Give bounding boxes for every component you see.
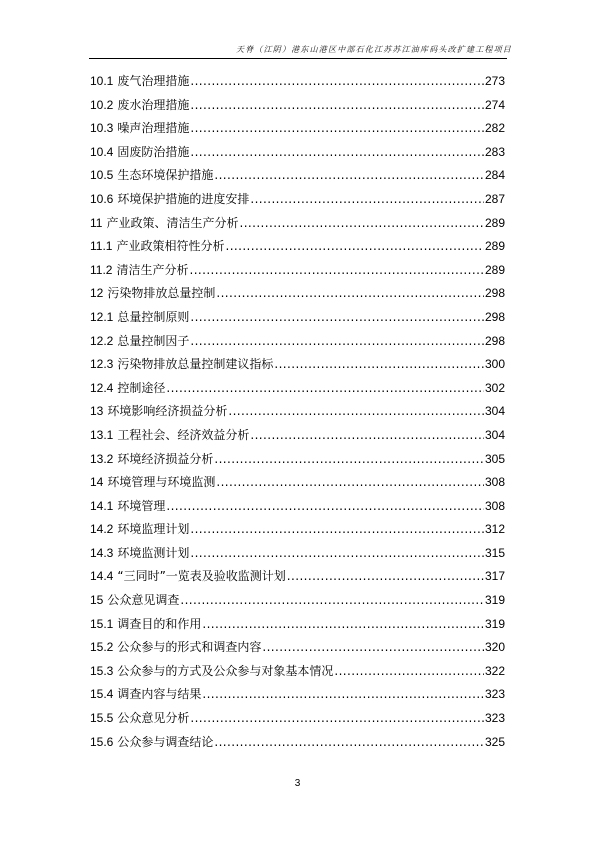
toc-dot-leader	[190, 330, 484, 354]
toc-entry-number: 15.3	[90, 663, 114, 678]
table-of-contents	[90, 70, 505, 754]
toc-entry[interactable]	[90, 495, 505, 519]
toc-entry-page: 283	[484, 144, 505, 159]
toc-dot-leader	[202, 613, 484, 637]
toc-entry-title: 生态环境保护措施	[117, 168, 214, 183]
toc-dot-leader	[190, 94, 484, 118]
toc-entry[interactable]	[90, 660, 505, 684]
toc-entry[interactable]	[90, 282, 505, 306]
toc-entry-page: 284	[484, 168, 505, 183]
toc-entry-page: 304	[484, 427, 505, 442]
toc-entry-number: 10.2	[90, 97, 114, 112]
toc-entry-number: 10.6	[90, 191, 114, 206]
toc-entry-number: 15	[90, 593, 104, 608]
toc-dot-leader	[190, 542, 484, 566]
toc-entry-title: 调查目的和作用	[117, 616, 202, 631]
toc-entry-page: 320	[484, 640, 505, 655]
toc-entry[interactable]	[90, 188, 505, 212]
toc-dot-leader	[190, 707, 484, 731]
toc-dot-leader	[274, 353, 484, 377]
toc-entry-title: 环境管理	[117, 498, 166, 513]
toc-dot-leader	[225, 235, 483, 259]
toc-entry[interactable]	[90, 731, 505, 755]
toc-dot-leader	[214, 731, 484, 755]
toc-entry-page: 298	[484, 309, 505, 324]
toc-entry-number: 12.2	[90, 333, 114, 348]
toc-entry-title: 废水治理措施	[117, 97, 190, 112]
toc-entry[interactable]	[90, 589, 505, 613]
toc-dot-leader	[190, 518, 484, 542]
toc-entry-number: 11.2	[90, 262, 113, 277]
toc-entry-title: 清洁生产分析	[116, 262, 189, 277]
toc-entry-number: 11	[90, 215, 103, 230]
toc-entry-number: 15.2	[90, 640, 114, 655]
toc-entry-number: 13	[90, 404, 104, 419]
toc-entry[interactable]	[90, 164, 505, 188]
toc-entry-title: 废气治理措施	[117, 74, 190, 88]
toc-entry[interactable]	[90, 353, 505, 377]
toc-entry[interactable]	[90, 448, 505, 472]
toc-entry[interactable]	[90, 70, 505, 94]
toc-entry-number: 10.3	[90, 121, 114, 136]
toc-entry-number: 12	[90, 286, 104, 301]
toc-entry-title: 固废防治措施	[117, 144, 190, 159]
toc-entry-title: 环境保护措施的进度安排	[117, 191, 250, 206]
toc-dot-leader	[214, 164, 484, 188]
toc-entry-number: 14.1	[90, 498, 114, 513]
toc-entry-number: 12.4	[90, 380, 114, 395]
toc-entry-title: “三同时”一览表及验收监测计划	[117, 569, 286, 584]
toc-entry[interactable]	[90, 636, 505, 660]
toc-entry-title: 环境监测计划	[117, 545, 190, 560]
toc-dot-leader	[166, 377, 484, 401]
toc-entry-number: 14.4	[90, 569, 114, 584]
toc-entry-number: 14.2	[90, 522, 114, 537]
toc-dot-leader	[190, 117, 484, 141]
toc-entry-page: 322	[484, 663, 505, 678]
toc-dot-leader	[216, 471, 484, 495]
toc-entry-page: 287	[484, 191, 505, 206]
toc-entry[interactable]	[90, 212, 505, 236]
toc-entry-title: 环境监理计划	[117, 522, 190, 537]
toc-entry-page: 323	[484, 711, 505, 726]
toc-entry[interactable]	[90, 542, 505, 566]
toc-dot-leader	[262, 636, 484, 660]
toc-entry-number: 14.3	[90, 545, 114, 560]
toc-entry-page: 319	[484, 616, 505, 631]
toc-entry-number: 15.6	[90, 734, 114, 749]
toc-entry-title: 总量控制原则	[117, 309, 190, 324]
toc-entry-page: 323	[484, 687, 505, 702]
toc-entry-title: 公众参与的形式和调查内容	[117, 640, 262, 655]
toc-entry-title: 工程社会、经济效益分析	[117, 427, 250, 442]
page-number: 3	[294, 778, 301, 789]
toc-entry-title: 噪声治理措施	[117, 121, 190, 136]
toc-entry-title: 污染物排放总量控制	[107, 286, 216, 301]
toc-dot-leader	[189, 259, 483, 283]
running-header: 天脊（江阴）港东山港区中部石化江苏苏江油库码头改扩建工程项目	[236, 45, 512, 54]
toc-entry-page: 302	[484, 380, 505, 395]
toc-entry-title: 环境经济损益分析	[117, 451, 214, 466]
toc-dot-leader	[239, 212, 483, 236]
toc-entry-title: 调查内容与结果	[117, 687, 202, 702]
toc-entry[interactable]	[90, 330, 505, 354]
toc-entry-number: 15.5	[90, 711, 114, 726]
toc-entry-title: 公众意见调查	[107, 593, 180, 608]
toc-entry[interactable]	[90, 306, 505, 330]
toc-entry-page: 312	[484, 522, 505, 537]
toc-dot-leader	[214, 448, 484, 472]
header-rule	[89, 58, 507, 59]
toc-entry-title: 产业政策、清洁生产分析	[106, 215, 239, 230]
toc-dot-leader	[190, 306, 484, 330]
toc-entry-page: 325	[484, 734, 505, 749]
toc-dot-leader	[190, 70, 484, 94]
toc-entry-page: 273	[484, 74, 505, 88]
toc-entry-page: 289	[484, 262, 505, 277]
toc-entry[interactable]	[90, 141, 505, 165]
toc-entry-page: 298	[484, 333, 505, 348]
toc-entry-page: 305	[484, 451, 505, 466]
toc-entry-number: 15.4	[90, 687, 114, 702]
toc-entry-title: 环境影响经济损益分析	[107, 404, 228, 419]
toc-entry-title: 控制途径	[117, 380, 166, 395]
toc-entry-page: 308	[484, 475, 505, 490]
toc-entry-number: 14	[90, 475, 104, 490]
toc-dot-leader	[202, 683, 484, 707]
toc-dot-leader	[287, 565, 484, 589]
toc-entry[interactable]	[90, 683, 505, 707]
toc-entry-title: 总量控制因子	[117, 333, 190, 348]
toc-entry-page: 319	[484, 593, 505, 608]
toc-entry[interactable]	[90, 235, 505, 259]
toc-dot-leader	[334, 660, 484, 684]
toc-entry[interactable]	[90, 259, 505, 283]
toc-entry-page: 308	[484, 498, 505, 513]
toc-dot-leader	[180, 589, 484, 613]
toc-entry-title: 公众参与调查结论	[117, 734, 214, 749]
toc-entry-page: 282	[484, 121, 505, 136]
toc-entry-number: 10.4	[90, 144, 114, 159]
toc-entry[interactable]	[90, 707, 505, 731]
toc-entry-page: 300	[484, 357, 505, 372]
toc-entry[interactable]	[90, 518, 505, 542]
toc-entry-page: 315	[484, 545, 505, 560]
toc-entry[interactable]	[90, 94, 505, 118]
toc-entry-title: 公众参与的方式及公众参与对象基本情况	[117, 663, 334, 678]
toc-dot-leader	[250, 424, 484, 448]
toc-entry[interactable]	[90, 117, 505, 141]
toc-entry-page: 317	[484, 569, 505, 584]
toc-entry[interactable]	[90, 377, 505, 401]
toc-entry-number: 15.1	[90, 616, 114, 631]
toc-entry-number: 13.1	[90, 427, 114, 442]
toc-entry[interactable]	[90, 565, 505, 589]
toc-entry[interactable]	[90, 471, 505, 495]
toc-entry-page: 289	[484, 239, 505, 254]
toc-entry-number: 10.5	[90, 168, 114, 183]
toc-entry-page: 274	[484, 97, 505, 112]
toc-entry[interactable]	[90, 613, 505, 637]
toc-entry-title: 环境管理与环境监测	[107, 475, 216, 490]
toc-dot-leader	[216, 282, 484, 306]
toc-dot-leader	[228, 400, 484, 424]
toc-dot-leader	[190, 141, 484, 165]
toc-entry-number: 13.2	[90, 451, 114, 466]
toc-entry-title: 产业政策相符性分析	[116, 239, 225, 254]
toc-entry-number: 12.3	[90, 357, 114, 372]
toc-entry-title: 污染物排放总量控制建议指标	[117, 357, 274, 372]
toc-entry-page: 289	[484, 215, 505, 230]
toc-entry-page: 298	[484, 286, 505, 301]
toc-entry-number: 10.1	[90, 74, 114, 88]
toc-entry-number: 11.1	[90, 239, 113, 254]
toc-entry[interactable]	[90, 424, 505, 448]
toc-dot-leader	[166, 495, 484, 519]
toc-entry-number: 12.1	[90, 309, 114, 324]
toc-entry-page: 304	[484, 404, 505, 419]
toc-dot-leader	[250, 188, 484, 212]
toc-entry[interactable]	[90, 400, 505, 424]
toc-entry-title: 公众意见分析	[117, 711, 190, 726]
